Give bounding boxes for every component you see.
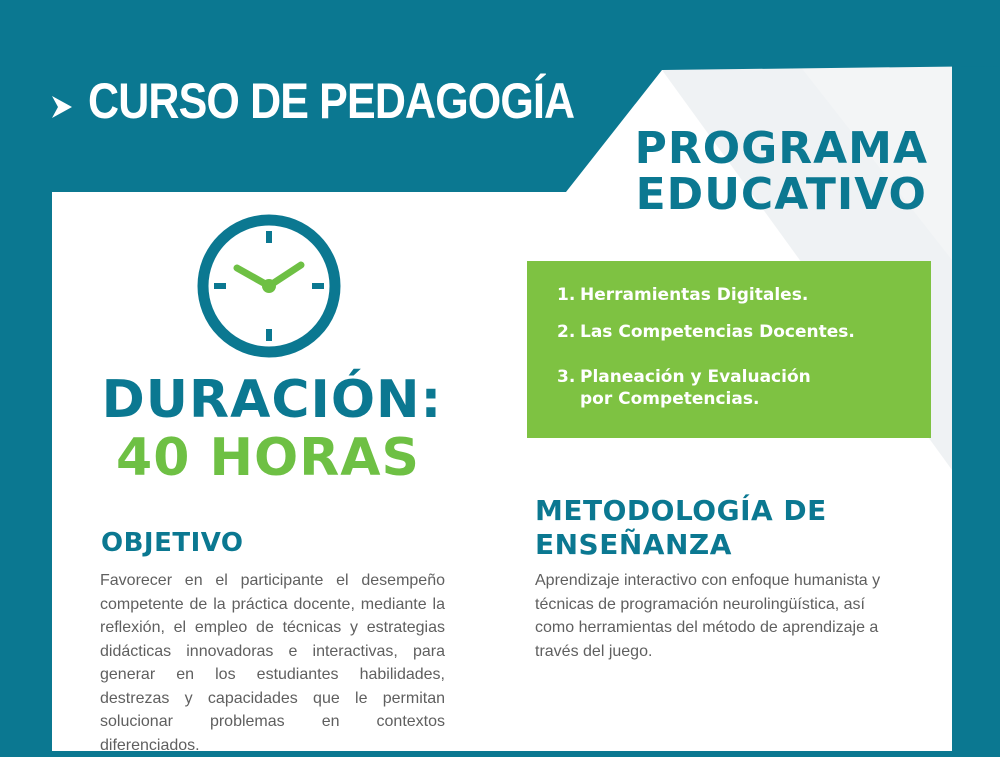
methodology-heading-line2: ENSEÑANZA [535, 528, 732, 561]
program-item [557, 284, 808, 306]
methodology-text: Aprendizaje interactivo con enfoque humanista y técnicas de programación neurolingüística, así como herramientas del método de aprendizaje a través del juego. [535, 572, 881, 660]
course-title: CURSO DE PEDAGOGÍA [88, 73, 575, 129]
program-item-number: 1. [557, 285, 576, 305]
program-title-line2: EDUCATIVO [635, 169, 927, 220]
duration-label: DURACIÓN: [101, 370, 443, 430]
program-item-label: Herramientas Digitales. [580, 285, 809, 305]
methodology-heading-line1: METODOLOGÍA DE [535, 494, 827, 527]
objective-heading: OBJETIVO [101, 528, 244, 558]
program-item [557, 366, 811, 410]
program-item [557, 321, 855, 343]
program-item-number: 3. [557, 367, 576, 387]
program-item-label: Planeación y Evaluación [580, 367, 811, 387]
program-list-box [527, 261, 931, 438]
duration-value: 40 HORAS [116, 428, 420, 488]
program-item-label-cont: por Competencias. [580, 389, 760, 409]
methodology-heading [535, 494, 827, 562]
program-item-number: 2. [557, 322, 576, 342]
program-title-line1: PROGRAMA [634, 123, 928, 174]
clock-icon [196, 213, 342, 359]
program-title [634, 123, 928, 220]
program-item-label: Las Competencias Docentes. [580, 322, 855, 342]
objective-text: Favorecer en el participante el desempeño competente de la práctica docente, mediante la reflexión, el empleo de técnicas y estrategias didácticas innovadoras e interactivas, para generar en los estudiantes habilidades, destrezas y capacidades que le permitan solucionar problemas en contextos diferenciados. [100, 572, 445, 754]
play-arrow-icon [52, 96, 72, 118]
